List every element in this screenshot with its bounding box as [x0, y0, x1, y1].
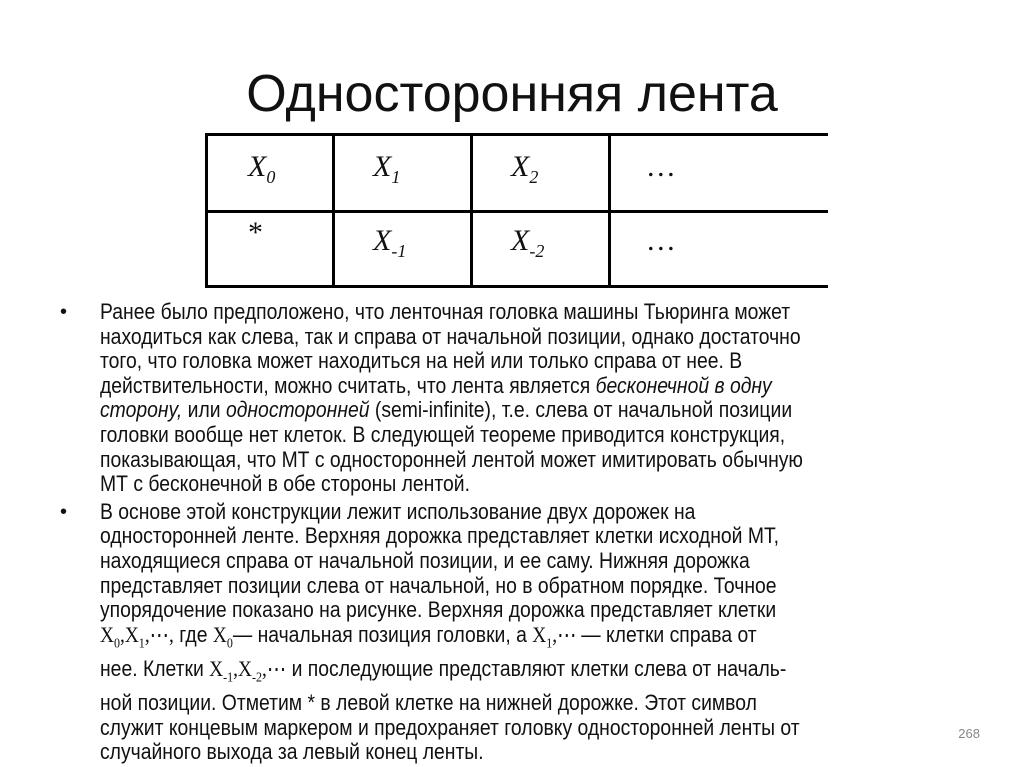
text-line: [100, 716, 857, 741]
text-segment: находящиеся справа от начальной позиции, и ее саму. Нижняя дорожка: [100, 547, 750, 573]
text-segment: того, что головка может находиться на ней или только справа от нее. В: [100, 348, 743, 374]
text-segment: сторону,: [100, 397, 183, 423]
text-segment: случайного выхода за левый конец ленты.: [100, 739, 484, 765]
cell-symbol: X: [511, 224, 530, 257]
text-segment: действительности, можно считать, что лента является: [100, 372, 596, 398]
text-segment: представляет позиции слева от начальной, но в обратном порядке. Точное: [100, 572, 777, 598]
text-segment: — начальная позиция головки, а: [232, 621, 533, 647]
text-segment: — клетки справа от: [581, 621, 757, 647]
tape-cell: [248, 150, 275, 188]
bullet-paragraph: [60, 300, 980, 497]
text-segment: (semi-infinite), т.е. слева от начальной позиции: [369, 397, 793, 423]
text-line: [100, 448, 857, 473]
subscript: -2: [251, 670, 263, 686]
math-symbol: $X_1$: [532, 621, 553, 652]
cell-divider: [332, 136, 335, 285]
tape-cell: [373, 224, 406, 262]
text-line: [100, 472, 857, 497]
cell-symbol: X: [511, 150, 530, 183]
text-segment: головки вообще нет клеток. В следующей теореме приводится конструкция,: [100, 421, 786, 447]
text-segment: нее. Клетки: [100, 655, 210, 681]
cell-symbol: X: [373, 224, 392, 257]
text-segment: находиться как слева, так и справа от начальной позиции, однако достаточно: [100, 323, 801, 349]
subscript: -1: [223, 670, 234, 686]
cell-subscript: -2: [529, 241, 545, 261]
text-segment: или: [182, 397, 226, 423]
text-segment: показывающая, что МТ с односторонней лентой может имитировать обычную: [100, 446, 803, 472]
text-segment: служит концевым маркером и предохраняет головку односторонней ленты от: [100, 714, 800, 740]
text-line: [100, 500, 857, 525]
text-segment: МТ с бесконечной в обе стороны лентой.: [100, 471, 470, 497]
text-line: [100, 574, 857, 599]
math-symbol: ,⋯: [262, 655, 287, 681]
text-line: [100, 300, 857, 325]
text-line: [100, 691, 857, 716]
text-segment: ной позиции. Отметим * в левой клетке на нижней дорожке. Этот символ: [100, 689, 757, 715]
text-line: [100, 423, 857, 448]
text-segment: односторонней ленте. Верхняя дорожка представляет клетки исходной МТ,: [100, 523, 780, 549]
tape-cell: [511, 224, 544, 262]
math-symbol: ,⋯,: [144, 621, 174, 647]
text-segment: В основе этой конструкции лежит использование двух дорожек на: [100, 498, 696, 524]
math-symbol: ,: [119, 621, 125, 647]
math-symbol: $X_0$: [100, 621, 120, 652]
text-line: [100, 398, 857, 423]
subscript: 0: [113, 636, 120, 652]
cell-divider: [470, 136, 473, 285]
cell-symbol: X: [248, 150, 267, 183]
text-line: [100, 657, 857, 691]
cell-subscript: -1: [391, 241, 407, 261]
tape-diagram: [205, 133, 828, 288]
cell-subscript: 2: [529, 167, 539, 187]
tape-cell: [248, 216, 263, 250]
text-segment: и последующие представляют клетки слева от началь-: [286, 655, 787, 681]
math-symbol: ,⋯: [552, 621, 582, 647]
subscript: 1: [546, 636, 553, 652]
math-symbol: $X_0$: [212, 621, 233, 652]
track-divider: [208, 210, 828, 213]
tape-cell: [511, 150, 538, 188]
math-symbol: $X_{-2}$: [238, 655, 263, 686]
subscript: 0: [226, 636, 233, 652]
cell-subscript: 1: [391, 167, 401, 187]
bullet-paragraph: [60, 500, 980, 765]
math-symbol: $X_1$: [124, 621, 145, 652]
tape-cell: [648, 224, 675, 258]
text-line: [100, 325, 857, 350]
text-segment: бесконечной в одну: [595, 372, 772, 398]
cell-symbol: *: [248, 216, 263, 249]
text-line: [100, 524, 857, 549]
math-symbol: $X_{-1}$: [209, 655, 234, 686]
text-segment: односторонней: [225, 397, 370, 423]
cell-divider: [608, 136, 611, 285]
text-line: [100, 549, 857, 574]
text-line: [100, 598, 857, 623]
bullet-icon: •: [60, 500, 68, 523]
cell-symbol: X: [373, 150, 392, 183]
text-segment: упорядочение показано на рисунке. Верхняя дорожка представляет клетки: [100, 597, 777, 623]
text-line: [100, 740, 857, 765]
slide-body: [60, 300, 980, 767]
page-number: 268: [958, 726, 980, 741]
text-segment: Ранее было предположено, что ленточная головка машины Тьюринга может: [100, 299, 791, 324]
text-line: [100, 374, 857, 399]
bullet-icon: •: [60, 301, 68, 323]
cell-symbol: …: [648, 150, 675, 183]
slide-title: Односторонняя лента: [246, 65, 778, 123]
math-symbol: ,: [233, 655, 239, 681]
tape-cell: [373, 150, 400, 188]
cell-subscript: 0: [266, 167, 276, 187]
cell-symbol: …: [648, 224, 675, 257]
subscript: 1: [138, 636, 145, 652]
tape-cell: [648, 150, 675, 184]
text-line: [100, 623, 857, 657]
text-segment: где: [173, 621, 213, 647]
text-line: [100, 349, 857, 374]
